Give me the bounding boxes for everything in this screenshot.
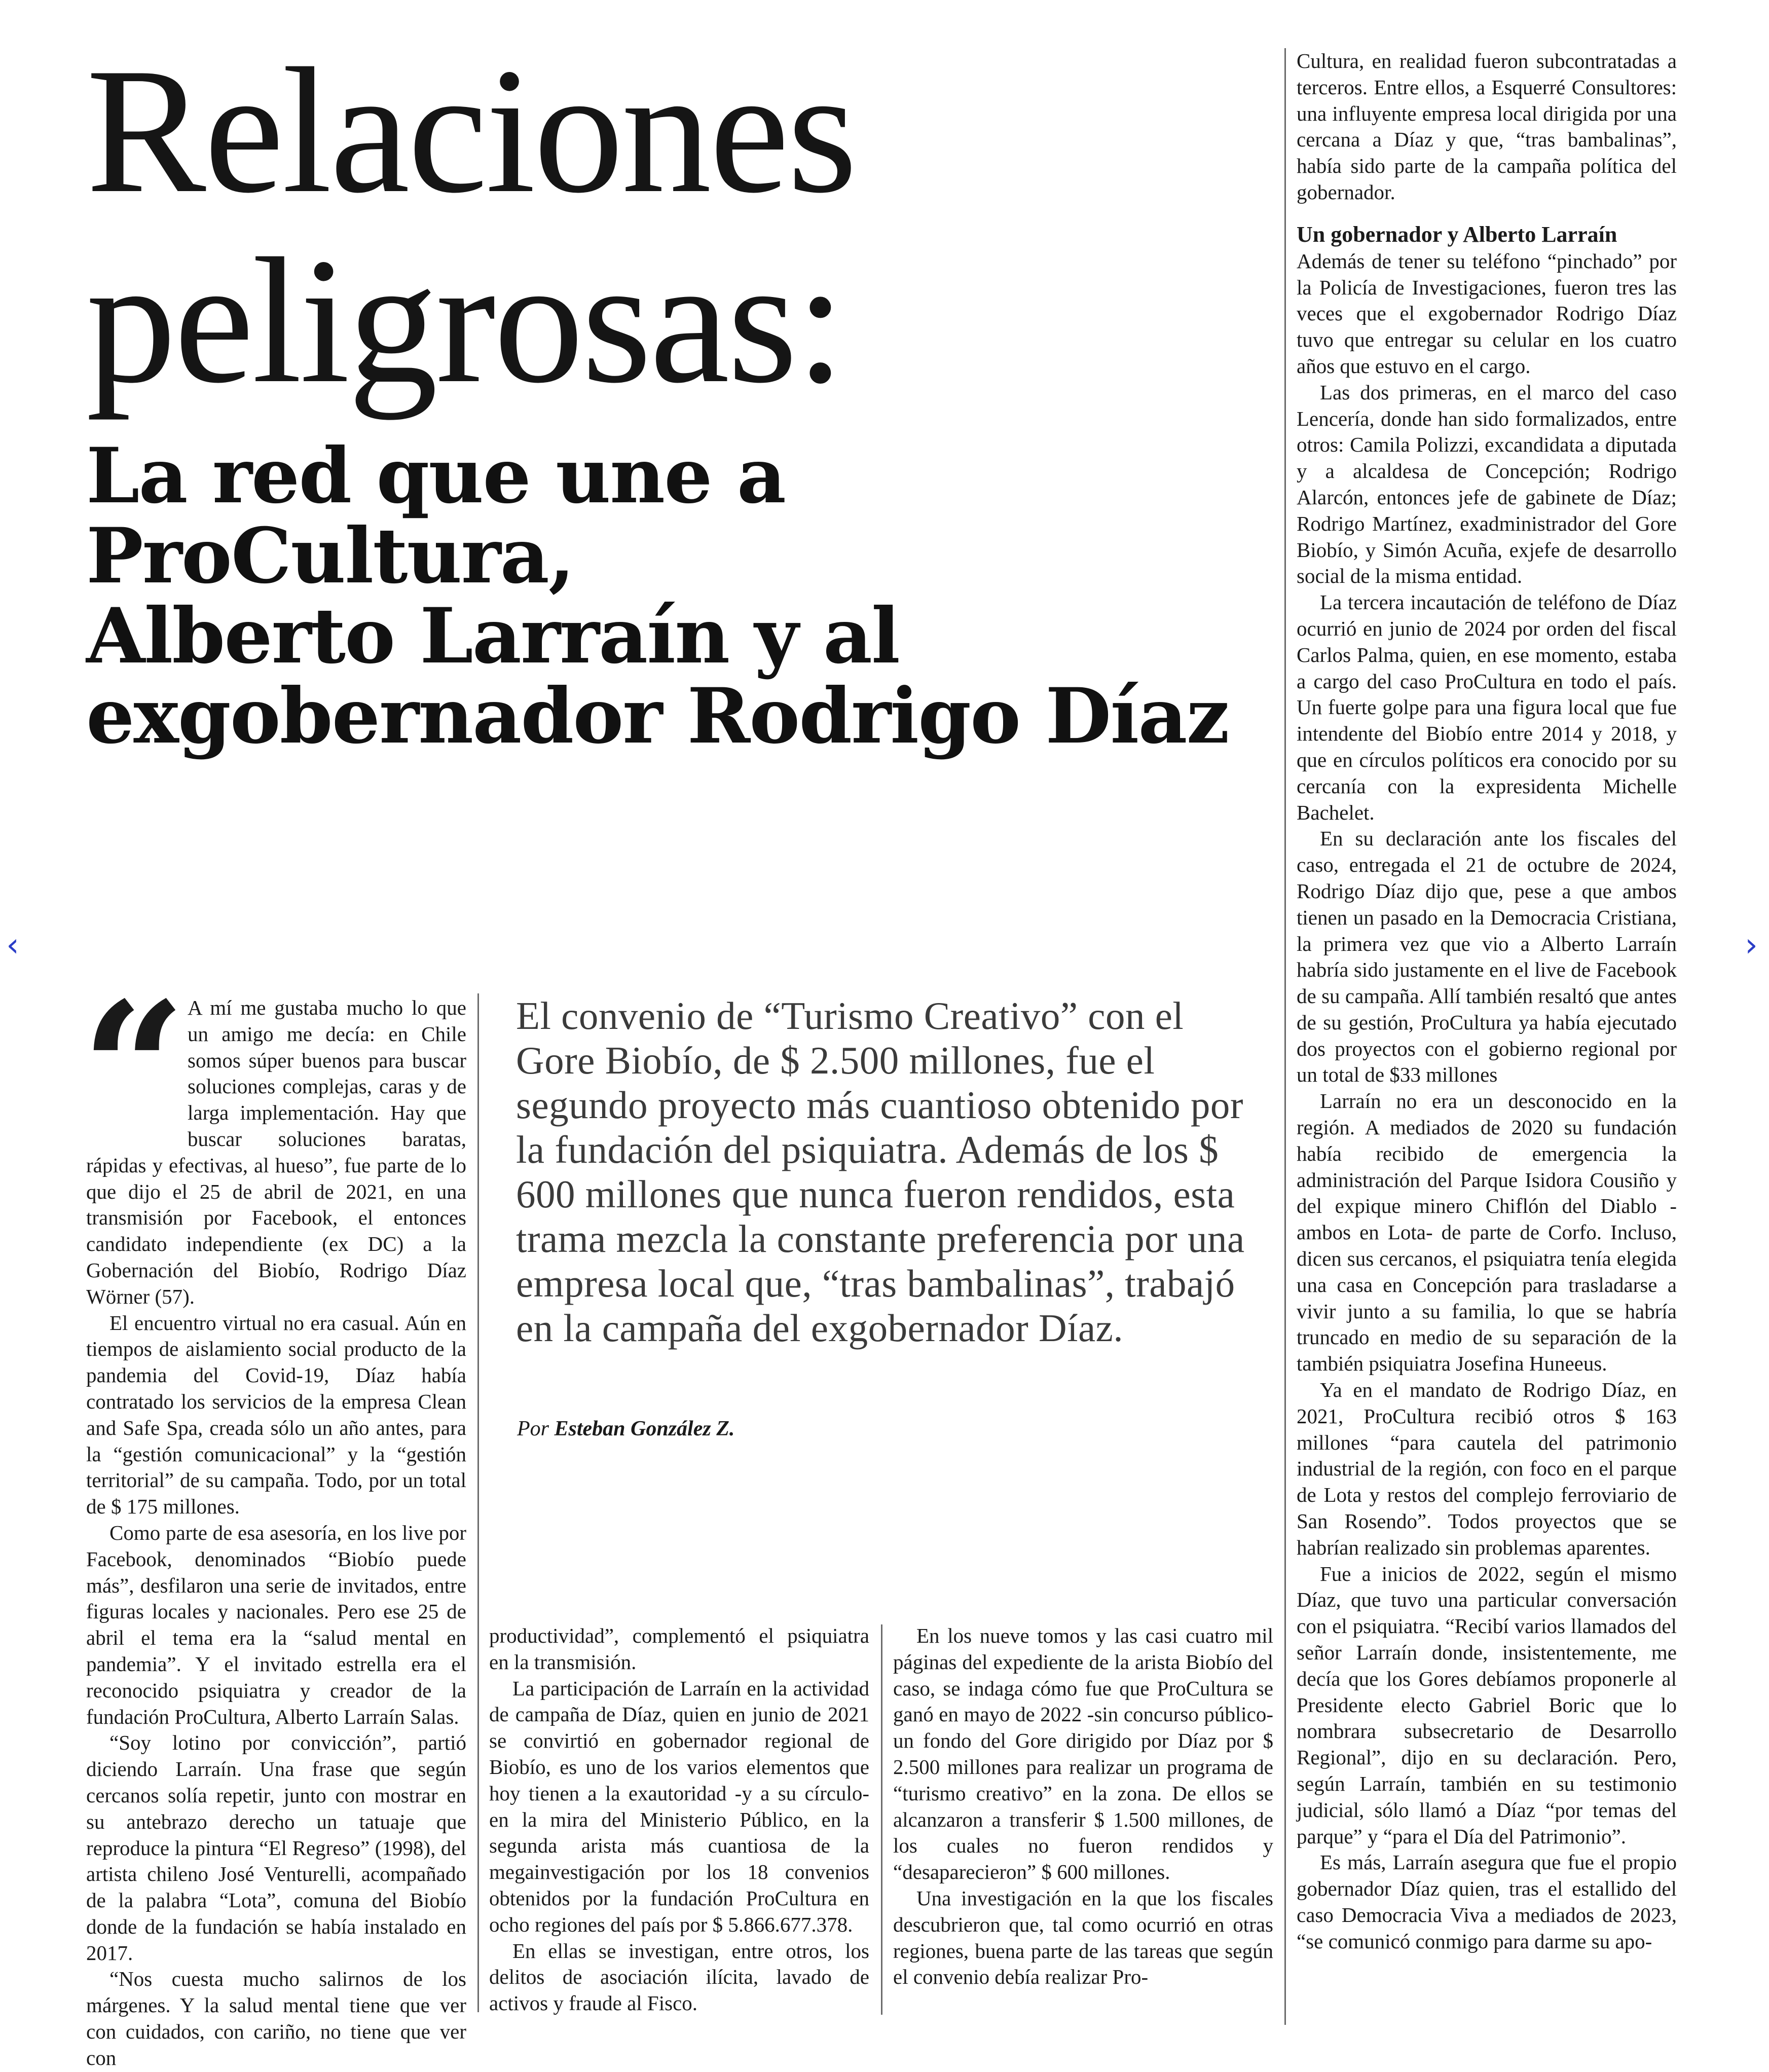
paragraph: Es más, Larraín asegura que fue el propio gobernador Díaz quien, tras el estallido del caso Democracia Viva a mediados de 2023, “se comunicó conmigo para darme su apo- <box>1297 1851 1677 1953</box>
paragraph: “Nos cuesta mucho salirnos de los márgenes. Y la salud mental tiene que ver con cuidados, con cariño, no tiene que ver con <box>86 1967 466 2069</box>
previous-page-button[interactable]: ‹ <box>6 927 19 964</box>
paragraph: Una investigación en la que los fiscales descubrieron que, tal como ocurrió en otras regiones, buena parte de las tareas que según el convenio debía realizar Pro- <box>893 1886 1273 1989</box>
paragraph: Fue a inicios de 2022, según el mismo Díaz, que tuvo una particular conversación con el psiquiatra. “Recibí varios llamados del señor Larraín donde, insistentemente, me decía que los Gores debíamos proponerle al Presidente electo Gabriel Boric que lo nombrara subsecretario de Desarrollo Regional”, dijo en su declaración. Pero, según Larraín, también en su testimonio judicial, sólo llamó a Díaz “por temas del parque” y “para el Día del Patrimonio”. <box>1297 1562 1677 1848</box>
byline <box>517 1417 734 1441</box>
paragraph: El encuentro virtual no era casual. Aún en tiempos de aislamiento social producto de la pandemia del Covid-19, Díaz había contratado los servicios de la empresa Clean and Safe Spa, creada sólo un año antes, para la “gestión comunicacional” y la “gestión territorial” de su campaña. Todo, por un total de $ 175 millones. <box>86 1311 466 1519</box>
byline-author: Esteban González Z. <box>554 1417 735 1440</box>
quote-mark-spacer <box>86 995 188 1147</box>
section-subhead: Un gobernador y Alberto Larraín <box>1297 221 1617 247</box>
paragraph: La participación de Larraín en la actividad de campaña de Díaz, quien en junio de 2021 se convirtió en gobernador regional de Biobío, es uno de los varios elementos que hoy tienen a la exautoridad -y a su círculo- en la mira del Ministerio Público, en la segunda arista más cuantiosa de la megainvestigación por los 18 convenios obtenidos por la fundación ProCultura en ocho regiones del país por $ 5.866.677.378. <box>489 1676 869 1936</box>
article-column-2 <box>489 1623 869 2017</box>
paragraph: A mí me gustaba mucho lo que un amigo me decía: en Chile somos súper buenos para buscar soluciones complejas, caras y de larga implementación. Hay que buscar soluciones baratas, rápidas y efectivas, al hueso”, fue parte de lo que dijo el 25 de abril de 2021, en una transmisión por Facebook, el entonces candidato independiente (ex DC) a la Gobernación del Biobío, Rodrigo Díaz Wörner (57). <box>86 996 466 1308</box>
column-divider <box>477 993 479 2012</box>
paragraph: En ellas se investigan, entre otros, los delitos de asociación ilícita, lavado de activos y fraude al Fisco. <box>489 1939 869 2015</box>
paragraph: En los nueve tomos y las casi cuatro mil páginas del expediente de la arista Biobío del caso, se indaga cómo fue que ProCultura se ganó en mayo de 2022 -sin concurso público- un fondo del Gore dirigido por Díaz por $ 2.500 millones para realizar un programa de “turismo creativo” en la zona. De ellos se alcanzaron a transferir $ 1.500 millones, de los cuales no fueron rendidos y “desaparecieron” $ 600 millones. <box>893 1624 1273 1884</box>
column-divider <box>881 1624 882 2015</box>
headline-subtitle-line: Alberto Larraín y al <box>86 591 899 681</box>
byline-prefix: Por <box>517 1417 549 1440</box>
headline-title-line: Relaciones <box>86 31 856 230</box>
paragraph: Las dos primeras, en el marco del caso Lencería, donde han sido formalizados, entre otros: Camila Polizzi, excandidata a diputada y a alcaldesa de Concepción; Rodrigo Alarcón, entonces jefe de gabinete de Díaz; Rodrigo Martínez, exadministrador del Gore Biobío, y Simón Acuña, exjefe de desarrollo social de la misma entidad. <box>1297 380 1677 588</box>
paragraph: Además de tener su teléfono “pinchado” por la Policía de Investigaciones, fueron tres las veces que el exgobernador Rodrigo Díaz tuvo que entregar su celular en los cuatro años que estuvo en el cargo. <box>1297 249 1677 378</box>
paragraph: “Soy lotino por convicción”, partió diciendo Larraín. Una frase que según cercanos solía repetir, junto con mostrar en su antebrazo derecho un tatuaje que reproduce la pintura “El Regreso” (1998), del artista chileno José Venturelli, acompañado de la palabra “Lota”, comuna del Biobío donde de la fundación se había instalado en 2017. <box>86 1731 466 1965</box>
paragraph: productividad”, complementó el psiquiatra en la transmisión. <box>489 1624 869 1674</box>
headline-subtitle <box>86 431 1252 761</box>
article-column-4 <box>1297 48 1677 1955</box>
article-lead: El convenio de “Turismo Creativo” con el Gore Biobío, de $ 2.500 millones, fue el segundo proyecto más cuantioso obtenido por la fundación del psiquiatra. Además de los $ 600 millones que nunca fueron rendidos, esta trama mezcla la constante preferencia por una empresa local que, “tras bambalinas”, trabajó en la campaña del exgobernador Díaz. <box>516 994 1245 1350</box>
headline-title-line: peligrosas: <box>86 221 844 420</box>
article-column-3 <box>893 1623 1273 1990</box>
paragraph: En su declaración ante los fiscales del caso, entregada el 21 de octubre de 2024, Rodrigo Díaz dijo que, pese a que ambos tienen un pasado en la Democracia Cristiana, la primera vez que vio a Alberto Larraín habría sido justamente en el live de Facebook de su campaña. Allí también resaltó que antes de su gestión, ProCultura ya había ejecutado dos proyectos con el gobierno regional por un total de $33 millones <box>1297 827 1677 1087</box>
paragraph: La tercera incautación de teléfono de Díaz ocurrió en junio de 2024 por orden del fiscal Carlos Palma, quien, en ese momento, estaba a cargo del caso ProCultura en todo el país. Un fuerte golpe para una figura local que fue intendente del Biobío entre 2014 y 2018, y que en círculos políticos era conocido por su cercanía con la expresidenta Michelle Bachelet. <box>1297 590 1677 824</box>
headline-subtitle-line: exgobernador Rodrigo Díaz <box>86 672 1229 761</box>
paragraph: Cultura, en realidad fueron subcontratadas a terceros. Entre ellos, a Esquerré Consultores: una influyente empresa local dirigida por una cercana a Díaz y que, “tras bambalinas”, había sido parte de la campaña política del gobernador. <box>1297 49 1677 204</box>
column-divider <box>1284 48 1286 2025</box>
paragraph: Como parte de esa asesoría, en los live por Facebook, denominados “Biobío puede más”, desfilaron una serie de invitados, entre figuras locales y nacionales. Pero ese 25 de abril el tema era la “salud mental en pandemia”. Y el invitado estrella era el reconocido psiquiatra y creador de la fundación ProCultura, Alberto Larraín Salas. <box>86 1521 466 1728</box>
paragraph: Larraín no era un desconocido en la región. A mediados de 2020 su fundación había recibido de emergencia la administración del Parque Isidora Cousiño y del expique minero Chiflón del Diablo -ambos en Lota- de parte de Corfo. Incluso, dicen sus cercanos, el psiquiatra tenía elegida una casa en Concepción para trasladarse a vivir junto a su familia, lo que se habría truncado en medio de su separación de la también psiquiatra Josefina Huneeus. <box>1297 1089 1677 1376</box>
headline-title <box>86 31 1049 420</box>
article-column-1 <box>86 995 466 2071</box>
paragraph: Ya en el mandato de Rodrigo Díaz, en 2021, ProCultura recibió otros $ 163 millones “para cautela del patrimonio industrial de la región, con foco en el parque de Lota y restos del complejo ferroviario de San Rosendo”. Todos proyectos que se habrían realizado sin problemas aparentes. <box>1297 1378 1677 1559</box>
quote-mark-icon: “ <box>81 962 187 1176</box>
next-page-button[interactable]: › <box>1745 927 1758 964</box>
headline-subtitle-line: La red que une a ProCultura, <box>86 431 786 601</box>
